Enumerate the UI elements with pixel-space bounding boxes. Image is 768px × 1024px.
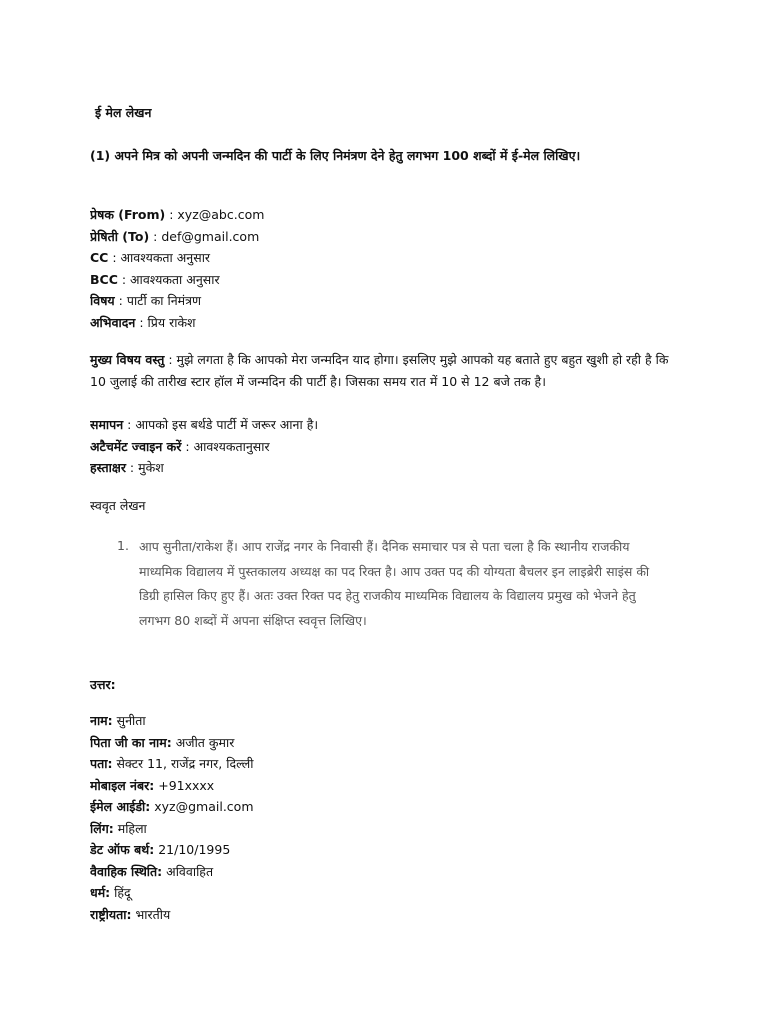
email-fields (90, 204, 670, 333)
body-label: मुख्य विषय वस्तु (90, 352, 165, 367)
field-value: def@gmail.com (161, 228, 260, 244)
list-number: 1. (117, 538, 129, 553)
detail-label: ईमेल आईडी: (90, 799, 151, 814)
field-label: विषय (90, 293, 115, 308)
detail-label: नाम: (90, 713, 113, 728)
field-sep: : (114, 293, 127, 308)
field-sep: : (165, 207, 178, 222)
field-sep: : (117, 271, 131, 287)
detail-value: +91xxxx (154, 777, 215, 793)
detail-label: धर्म: (90, 885, 111, 900)
detail-label: पिता जी का नाम: (90, 734, 172, 750)
detail-value: अविवाहित (162, 863, 214, 879)
field-sep: : (108, 250, 121, 265)
detail-value: सुनीता (112, 713, 146, 728)
field-label: समापन (90, 417, 124, 432)
body-text: : मुझे लगता है कि आपको मेरा जन्मदिन याद होगा। इसलिए मुझे आपको यह बताते हुए बहुत खुशी हो रही है कि 10 जुलाई की तारीख स्टार हॉल में जन्मदिन की पार्टी है। जिसका समय रात में 10 से 12 बजे तक है। (90, 352, 669, 389)
detail-label: डेट ऑफ बर्थ: (90, 842, 155, 857)
detail-gender (90, 818, 670, 840)
detail-value: अजीत कुमार (171, 734, 235, 750)
field-label: प्रेषक (From) (90, 207, 166, 222)
field-signature (90, 457, 670, 479)
answer-label: उत्तर: (90, 677, 116, 692)
field-bcc (90, 269, 670, 291)
detail-marital-status (90, 861, 670, 883)
email-question: (1) अपने मित्र को अपनी जन्मदिन की पार्टी के लिए निमंत्रण देने हेतु लगभग 100 शब्दों में ई-मेल लिखिए। (90, 148, 581, 163)
field-value: आवश्यकता अनुसार (130, 271, 220, 287)
resume-details (90, 710, 670, 925)
field-sep: : (125, 460, 139, 475)
detail-value: xyz@gmail.com (150, 799, 254, 814)
detail-value: हिंदू (110, 885, 131, 900)
field-value: आवश्यकतानुसार (193, 438, 270, 454)
field-sep: : (135, 314, 148, 330)
detail-address (90, 753, 670, 775)
field-label: अटैचमेंट ज्वाइन करें (90, 438, 182, 454)
detail-value: भारतीय (131, 906, 171, 922)
detail-dob (90, 839, 670, 861)
field-sep: : (181, 438, 194, 454)
field-label: प्रेषिती (To) (90, 228, 150, 244)
field-label: CC (90, 250, 109, 265)
field-cc (90, 247, 670, 269)
field-value: xyz@abc.com (177, 207, 265, 222)
field-value: मुकेश (138, 460, 164, 475)
resume-heading: स्ववृत लेखन (90, 498, 146, 513)
detail-label: मोबाइल नंबर: (90, 777, 155, 793)
field-label: अभिवादन (90, 314, 136, 330)
detail-label: राष्ट्रीयता: (90, 906, 132, 922)
email-closing-fields (90, 414, 670, 479)
email-body (90, 349, 670, 392)
detail-religion (90, 882, 670, 904)
field-label: हस्ताक्षर (90, 460, 126, 475)
field-label: BCC (90, 271, 118, 287)
field-attachment (90, 436, 670, 458)
detail-label: पता: (90, 756, 113, 771)
detail-father-name (90, 732, 670, 754)
detail-email (90, 796, 670, 818)
detail-value: महिला (113, 820, 147, 836)
field-greeting (90, 312, 670, 334)
detail-value: 21/10/1995 (154, 842, 231, 857)
field-value: आपको इस बर्थडे पार्टी में जरूर आना है। (135, 417, 319, 432)
detail-mobile (90, 775, 670, 797)
detail-nationality (90, 904, 670, 926)
field-from (90, 204, 670, 226)
detail-label: वैवाहिक स्थिति: (90, 863, 163, 879)
detail-value: सेक्टर 11, राजेंद्र नगर, दिल्ली (112, 756, 254, 771)
field-subject (90, 290, 670, 312)
field-closing (90, 414, 670, 436)
detail-label: लिंग: (90, 820, 114, 836)
field-value: प्रिय राकेश (147, 314, 196, 330)
field-sep: : (123, 417, 136, 432)
resume-question: आप सुनीता/राकेश हैं। आप राजेंद्र नगर के निवासी हैं। दैनिक समाचार पत्र से पता चला है कि स्थानीय राजकीय माध्यमिक विद्यालय में पुस्तकालय अध्यक्ष का पद रिक्त है। आप उक्त पद की योग्यता बैचलर इन लाइब्रेरी साइंस की डिग्री हासिल किए हुए हैं। अतः उक्त रिक्त पद हेतु राजकीय माध्यमिक विद्यालय के विद्यालय प्रमुख को भेजने हेतु लगभग 80 शब्दों में अपना संक्षिप्त स्ववृत्त लिखिए। (139, 539, 650, 628)
email-heading: ई मेल लेखन (95, 105, 152, 120)
field-value: आवश्यकता अनुसार (120, 250, 211, 265)
field-to (90, 226, 670, 248)
detail-name (90, 710, 670, 732)
field-value: पार्टी का निमंत्रण (126, 293, 202, 308)
field-sep: : (149, 228, 162, 244)
